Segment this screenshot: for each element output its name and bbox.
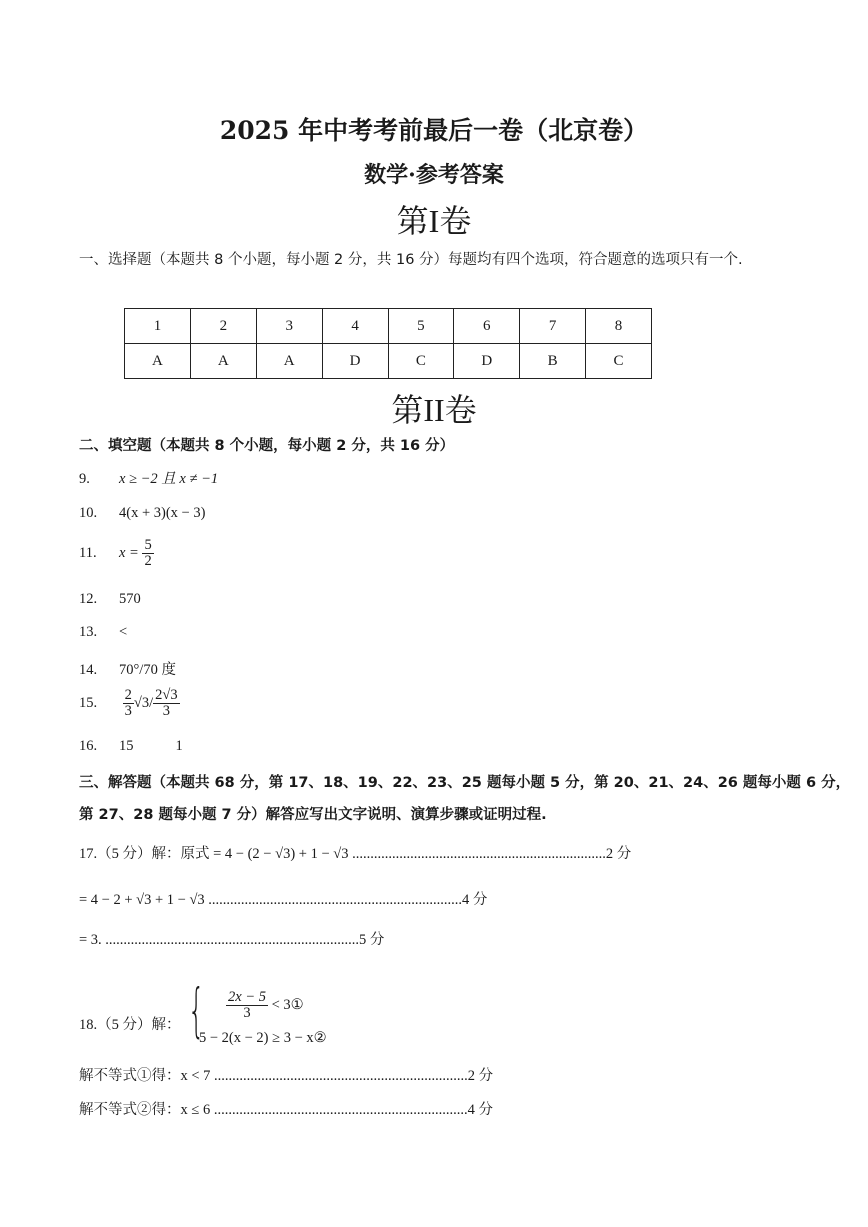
- question-number-cell: 7: [520, 309, 586, 344]
- answer-cell: D: [322, 344, 388, 379]
- question-number-cell: 1: [125, 309, 191, 344]
- item-number: 9.: [79, 471, 90, 487]
- document-subtitle: 数学·参考答案: [364, 162, 504, 188]
- q18-inequality-2: 5 − 2(x − 2) ≥ 3 − x②: [199, 1030, 327, 1046]
- volume-two-heading: 第II卷: [391, 392, 477, 428]
- answer-cell: D: [454, 344, 520, 379]
- item-answer: 70°/70 度: [119, 662, 176, 678]
- answer-item-16: [79, 738, 183, 755]
- item-answer-a: 15: [119, 738, 134, 754]
- answer-cell: A: [256, 344, 322, 379]
- denominator: 2: [144, 553, 152, 570]
- answer-cell: C: [586, 344, 652, 379]
- q18-label: 18.（5 分）解：: [79, 1017, 181, 1033]
- answer-cell: A: [190, 344, 256, 379]
- item-number: 12.: [79, 591, 98, 607]
- item-answer-lhs: x =: [119, 545, 139, 562]
- section-three-heading-line1: 三、解答题（本题共 68 分，第 17、18、19、22、23、25 题每小题 5 分，第 20、21、24、26 题每小题 6 分，: [79, 775, 851, 791]
- fraction: [142, 538, 153, 569]
- question-number-cell: 6: [454, 309, 520, 344]
- denominator: 3: [124, 703, 132, 720]
- separator: /: [149, 695, 154, 712]
- answer-cell: C: [388, 344, 454, 379]
- question-number-cell: 8: [586, 309, 652, 344]
- item-answer: 570: [119, 591, 141, 607]
- item-number: 15.: [79, 695, 98, 712]
- numerator: 5: [144, 537, 152, 553]
- fraction: [226, 990, 268, 1021]
- fraction: [153, 688, 179, 719]
- numerator: 2√3: [155, 687, 178, 703]
- answer-table-number-row: [125, 309, 652, 344]
- item-number: 14.: [79, 662, 98, 678]
- item-number: 10.: [79, 505, 98, 521]
- item-number: 11.: [79, 545, 97, 562]
- inequality-rhs: < 3①: [271, 997, 304, 1014]
- question-number-cell: 5: [388, 309, 454, 344]
- answer-table-answer-row: [125, 344, 652, 379]
- answer-item-15: [79, 688, 180, 719]
- answer-cell: A: [125, 344, 191, 379]
- q17-step-1: 17.（5 分）解：原式 = 4 − (2 − √3) + 1 − √3 ......................................................................2 分: [79, 846, 632, 862]
- item-answer: <: [119, 624, 128, 640]
- item-answer-b: 1: [175, 738, 183, 754]
- answer-item-9: [79, 467, 218, 488]
- denominator: 3: [243, 1005, 251, 1022]
- item-number: 13.: [79, 624, 98, 640]
- numerator: 2: [124, 687, 132, 703]
- q18-solution-2: 解不等式②得：x ≤ 6 ......................................................................4 分: [79, 1102, 493, 1118]
- system-brace-icon: {: [188, 976, 205, 1044]
- fraction: [123, 688, 134, 719]
- answer-item-11: [79, 538, 154, 569]
- radical: √3: [133, 695, 150, 712]
- answer-table: [124, 308, 652, 379]
- item-answer: x ≥ −2 且 x ≠ −1: [119, 471, 219, 487]
- answer-item-10: [79, 505, 205, 522]
- item-number: 16.: [79, 738, 98, 754]
- q18-solution-1: 解不等式①得：x < 7 ......................................................................2 分: [79, 1068, 494, 1084]
- document-title: 2025 年中考考前最后一卷（北京卷）: [219, 116, 649, 145]
- answer-item-13: [79, 624, 127, 641]
- question-number-cell: 3: [256, 309, 322, 344]
- denominator: 3: [162, 703, 170, 720]
- answer-item-12: [79, 591, 141, 608]
- item-answer: 4(x + 3)(x − 3): [119, 505, 206, 521]
- question-number-cell: 2: [190, 309, 256, 344]
- section-two-heading: 二、填空题（本题共 8 个小题，每小题 2 分，共 16 分）: [79, 438, 455, 454]
- numerator: 2x − 5: [228, 989, 266, 1005]
- volume-one-heading: 第I卷: [396, 203, 472, 239]
- answer-cell: B: [520, 344, 586, 379]
- section-three-heading-line2: 第 27、28 题每小题 7 分）解答应写出文字说明、演算步骤或证明过程.: [79, 807, 547, 823]
- answer-item-14: [79, 658, 176, 679]
- q18-inequality-1: [226, 990, 304, 1021]
- section-one-heading: 一、选择题（本题共 8 个小题，每小题 2 分，共 16 分）每题均有四个选项，符合题意的选项只有一个.: [79, 252, 743, 268]
- q17-step-2: = 4 − 2 + √3 + 1 − √3 ......................................................................4 分: [79, 892, 488, 908]
- question-number-cell: 4: [322, 309, 388, 344]
- q17-step-3: = 3. ......................................................................5 分: [79, 932, 385, 948]
